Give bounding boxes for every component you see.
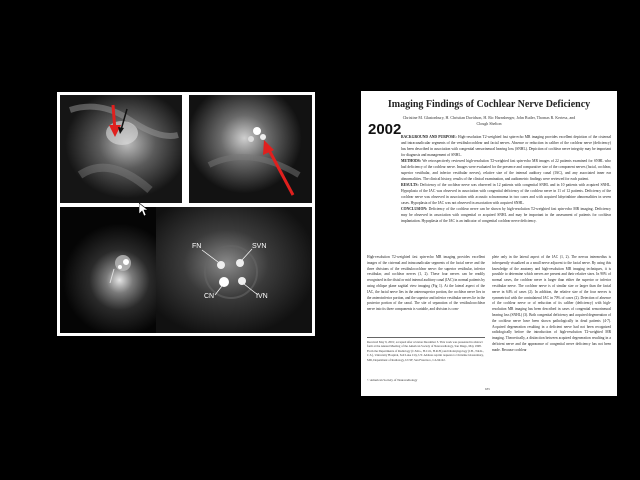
abstract-conclusion: CONCLUSION: Deficiency of the cochlear nerve can be shown by high-resolution T2-weighted fast spin-echo MR imaging. Deficiency may be observed in association with congenital or acquired SNHL and may be important in the assessment of patients for cochlear implantation. Hypoplasia of the IAC is an indicator of congenital cochlear nerve deficiency. xyxy=(401,207,612,223)
footnote: Received May 9, 2001; accepted after revision December 3. This work was presented in abstract form at the Annual Meeting of the American Society of Neuroradiology, San Diego, May 1998. From the Departments of Radiology (C.M.G., H.C.D., H.R.H.) and Otolaryngology (J.B., T.R.K., C.S.), University Hospital, Salt Lake City, UT. Address reprint requests to Christine Glastonbury, MD, Department of Radiology, UCSF, San Francisco, CA 94122. xyxy=(367,337,485,362)
ct-image-temporal-bone xyxy=(60,95,182,203)
figure-panel xyxy=(57,92,315,336)
red-arrow-icon xyxy=(189,95,312,203)
label-fn: FN xyxy=(192,243,202,250)
mri-image-labeled-nerves xyxy=(156,207,312,333)
copyright: © American Society of Neuroradiology xyxy=(367,378,418,382)
abstract-background: BACKGROUND AND PURPOSE: High-resolution T2-weighted fast spin-echo MR imaging provides excellent depiction of the cisternal and intracanalicular segments of the vestibulocochlear and facial nerves. Absence or reduction in caliber of the cochlear nerve (deficiency) has been described in association with congenital sensorineural hearing loss (SNHL). Depiction of cochlear nerve integrity may be important for diagnosis and management of SNHL. xyxy=(401,135,612,157)
abstract-methods: METHODS: We retrospectively reviewed high-resolution T2-weighted fast spin-echo MR images of 22 patients examined for SNHL who had deficiency of the cochlear nerve. Images were evaluated for the presence and comparative size of the component nerves (facial, cochlear, superior vestibular, and inferior vestibular nerves), relative size of the internal auditory canal (IAC), and any associated inner ear abnormalities. The clinical history, results of the clinical examination, and audiometric findings were reviewed for each patient. xyxy=(401,159,611,181)
year-label: 2002 xyxy=(368,121,402,138)
mri-image-sagittal-iac xyxy=(60,207,156,333)
mouse-pointer-icon xyxy=(139,203,149,217)
label-cn: CN xyxy=(204,293,215,300)
label-svn: SVN xyxy=(252,243,267,250)
paper-title: Imaging Findings of Cochlear Nerve Deficiency xyxy=(387,99,591,110)
label-ivn: IVN xyxy=(256,293,268,300)
paper-authors: Christine M. Glastonbury, H. Christian Davidson, H. Ric Harnsberger, John Butler, Thomas R. Kertesz, and Clough Shelton xyxy=(402,115,576,126)
paper-page xyxy=(361,91,617,396)
abstract xyxy=(401,134,611,224)
page-number: 635 xyxy=(485,387,490,391)
body-column-right: plete only in the lateral aspect of the IAC (1, 2). The nervus intermedius is infrequently visualized as a small nerve adjacent to the facial nerve. By using this knowledge of the anatomy and high-resolution MR imaging techniques, it is possible to determine which nerves are present and their relative sizes. In 90% of normal cases, the cochlear nerve is larger than either the superior or inferior vestibular nerve. The cochlear nerve is of similar size or larger than the facial nerve in 64% of cases (2). In addition, the relative size of the four nerves is symmetrical with the contralateral IAC in 70% of cases (2). Detection of absence of the cochlear nerve or of reduction of its caliber (deficiency) with high-resolution MR imaging has been described in cases of congenital sensorineural hearing loss (SNHL) (3). Both congenital deficiency and acquired degeneration of the cochlear nerve have been shown pathologically in dead patients (4-7). Acquired degeneration resulting in a deficient nerve had not been recognized radiologically before the introduction of high-resolution T2-weighted MR imaging. Theoretically, a distinction between acquired degeneration resulting in a deficient nerve and the appearance of congenital nerve deficiency has not been made. Because cochlear xyxy=(492,255,611,352)
black-arrow-icon xyxy=(60,95,182,203)
mri-image-axial xyxy=(189,95,312,203)
abstract-results: RESULTS: Deficiency of the cochlear nerve was observed in 12 patients with congenital SNHL and in 10 patients with acquired SNHL. Hypoplasia of the IAC was observed in association with congenital deficiency of the cochlear nerve in 11 of 12 patients. Deficiency of the cochlear nerve was observed in association with acoustic schwannoma in two cases and with acquired labyrinthine abnormalities in seven cases. Hypoplasia of the IAC was not observed in association with acquired SNHL. xyxy=(401,183,611,205)
body-column-left: High-resolution T2-weighted fast spin-echo MR imaging provides excellent images of the cisternal and intracanalicular segments of the facial nerve and the three divisions of the vestibulocochlear nerve: the superior vestibular, inferior vestibular, and cochlear nerves (1, 2). These four nerves can be readily recognized in the distal or mid internal auditory canal (IAC) in normal patients by using oblique plane sagittal view imaging (Fig 1). At the lateral aspect of the IAC, the facial nerve lies in the anterosuperior portion, the cochlear nerve lies in the anteroinferior portion, and the superior and inferior vestibular nerves lie in the posterior portion of the canal. The site of separation of the vestibulocochlear nerve into its three components is variable, and division is com- xyxy=(367,255,485,312)
